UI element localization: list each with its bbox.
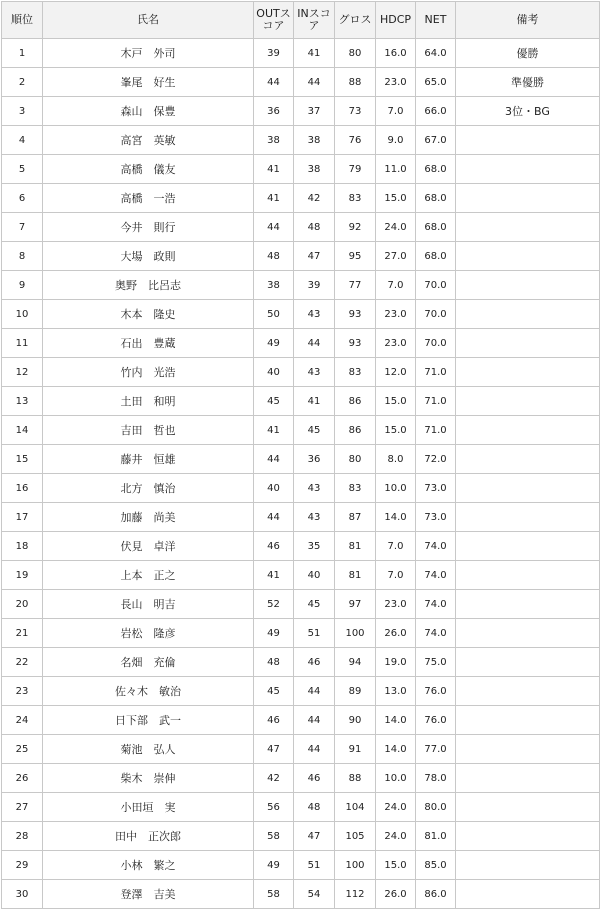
table-row <box>2 474 600 503</box>
name-cell: 加藤 尚美 <box>43 503 254 532</box>
rank-cell: 18 <box>2 532 43 561</box>
remarks-cell <box>456 851 600 880</box>
table-row <box>2 97 600 126</box>
out-score-cell: 46 <box>254 532 294 561</box>
in-score-cell: 44 <box>294 329 335 358</box>
rank-cell: 14 <box>2 416 43 445</box>
table-row <box>2 329 600 358</box>
net-cell: 86.0 <box>416 880 456 909</box>
remarks-cell: 優勝 <box>456 39 600 68</box>
remarks-cell <box>456 213 600 242</box>
hdcp-cell: 10.0 <box>376 764 416 793</box>
remarks-cell <box>456 706 600 735</box>
gross-cell: 77 <box>335 271 376 300</box>
net-cell: 72.0 <box>416 445 456 474</box>
rank-cell: 16 <box>2 474 43 503</box>
in-score-cell: 44 <box>294 735 335 764</box>
header-out-score: OUTスコア <box>254 2 294 39</box>
gross-cell: 76 <box>335 126 376 155</box>
remarks-cell <box>456 126 600 155</box>
table-row <box>2 880 600 909</box>
results-table <box>1 1 600 909</box>
rank-cell: 23 <box>2 677 43 706</box>
gross-cell: 83 <box>335 358 376 387</box>
out-score-cell: 44 <box>254 445 294 474</box>
hdcp-cell: 14.0 <box>376 503 416 532</box>
remarks-cell <box>456 358 600 387</box>
rank-cell: 17 <box>2 503 43 532</box>
in-score-cell: 47 <box>294 822 335 851</box>
results-body <box>2 39 600 909</box>
remarks-cell <box>456 387 600 416</box>
name-cell: 菊池 弘人 <box>43 735 254 764</box>
table-row <box>2 213 600 242</box>
hdcp-cell: 23.0 <box>376 68 416 97</box>
remarks-cell <box>456 155 600 184</box>
gross-cell: 83 <box>335 474 376 503</box>
out-score-cell: 41 <box>254 561 294 590</box>
header-remarks: 備考 <box>456 2 600 39</box>
out-score-cell: 49 <box>254 851 294 880</box>
out-score-cell: 41 <box>254 155 294 184</box>
hdcp-cell: 24.0 <box>376 822 416 851</box>
gross-cell: 105 <box>335 822 376 851</box>
net-cell: 74.0 <box>416 561 456 590</box>
table-row <box>2 242 600 271</box>
out-score-cell: 58 <box>254 822 294 851</box>
net-cell: 67.0 <box>416 126 456 155</box>
gross-cell: 93 <box>335 300 376 329</box>
net-cell: 76.0 <box>416 677 456 706</box>
table-row <box>2 648 600 677</box>
net-cell: 81.0 <box>416 822 456 851</box>
rank-cell: 1 <box>2 39 43 68</box>
remarks-cell <box>456 474 600 503</box>
rank-cell: 6 <box>2 184 43 213</box>
hdcp-cell: 15.0 <box>376 387 416 416</box>
gross-cell: 87 <box>335 503 376 532</box>
name-cell: 長山 明吉 <box>43 590 254 619</box>
in-score-cell: 44 <box>294 677 335 706</box>
net-cell: 70.0 <box>416 329 456 358</box>
rank-cell: 22 <box>2 648 43 677</box>
remarks-cell <box>456 561 600 590</box>
in-score-cell: 48 <box>294 213 335 242</box>
net-cell: 71.0 <box>416 387 456 416</box>
name-cell: 大場 政則 <box>43 242 254 271</box>
table-row <box>2 39 600 68</box>
hdcp-cell: 11.0 <box>376 155 416 184</box>
remarks-cell <box>456 590 600 619</box>
net-cell: 76.0 <box>416 706 456 735</box>
gross-cell: 89 <box>335 677 376 706</box>
table-row <box>2 445 600 474</box>
net-cell: 73.0 <box>416 474 456 503</box>
gross-cell: 81 <box>335 532 376 561</box>
hdcp-cell: 10.0 <box>376 474 416 503</box>
in-score-cell: 39 <box>294 271 335 300</box>
gross-cell: 90 <box>335 706 376 735</box>
in-score-cell: 36 <box>294 445 335 474</box>
net-cell: 71.0 <box>416 416 456 445</box>
table-row <box>2 300 600 329</box>
in-score-cell: 35 <box>294 532 335 561</box>
table-row <box>2 271 600 300</box>
name-cell: 石出 豊蔵 <box>43 329 254 358</box>
header-gross: グロス <box>335 2 376 39</box>
gross-cell: 73 <box>335 97 376 126</box>
net-cell: 70.0 <box>416 271 456 300</box>
table-row <box>2 387 600 416</box>
gross-cell: 93 <box>335 329 376 358</box>
remarks-cell <box>456 271 600 300</box>
rank-cell: 9 <box>2 271 43 300</box>
remarks-cell <box>456 184 600 213</box>
gross-cell: 95 <box>335 242 376 271</box>
name-cell: 田中 正次郎 <box>43 822 254 851</box>
name-cell: 土田 和明 <box>43 387 254 416</box>
table-row <box>2 851 600 880</box>
name-cell: 名畑 充倫 <box>43 648 254 677</box>
in-score-cell: 44 <box>294 68 335 97</box>
remarks-cell <box>456 880 600 909</box>
remarks-cell <box>456 300 600 329</box>
table-row <box>2 126 600 155</box>
hdcp-cell: 23.0 <box>376 590 416 619</box>
net-cell: 65.0 <box>416 68 456 97</box>
remarks-cell <box>456 793 600 822</box>
hdcp-cell: 15.0 <box>376 184 416 213</box>
rank-cell: 13 <box>2 387 43 416</box>
name-cell: 木本 隆史 <box>43 300 254 329</box>
name-cell: 登澤 吉美 <box>43 880 254 909</box>
table-row <box>2 677 600 706</box>
name-cell: 峯尾 好生 <box>43 68 254 97</box>
hdcp-cell: 16.0 <box>376 39 416 68</box>
in-score-cell: 46 <box>294 764 335 793</box>
net-cell: 74.0 <box>416 619 456 648</box>
net-cell: 73.0 <box>416 503 456 532</box>
hdcp-cell: 24.0 <box>376 213 416 242</box>
hdcp-cell: 9.0 <box>376 126 416 155</box>
gross-cell: 100 <box>335 619 376 648</box>
hdcp-cell: 14.0 <box>376 706 416 735</box>
name-cell: 木戸 外司 <box>43 39 254 68</box>
in-score-cell: 48 <box>294 793 335 822</box>
in-score-cell: 42 <box>294 184 335 213</box>
gross-cell: 104 <box>335 793 376 822</box>
net-cell: 74.0 <box>416 532 456 561</box>
name-cell: 北方 慎治 <box>43 474 254 503</box>
name-cell: 小田垣 実 <box>43 793 254 822</box>
rank-cell: 10 <box>2 300 43 329</box>
out-score-cell: 48 <box>254 648 294 677</box>
rank-cell: 29 <box>2 851 43 880</box>
out-score-cell: 36 <box>254 97 294 126</box>
net-cell: 85.0 <box>416 851 456 880</box>
table-row <box>2 735 600 764</box>
net-cell: 74.0 <box>416 590 456 619</box>
out-score-cell: 47 <box>254 735 294 764</box>
gross-cell: 97 <box>335 590 376 619</box>
in-score-cell: 45 <box>294 590 335 619</box>
out-score-cell: 44 <box>254 213 294 242</box>
name-cell: 森山 保豊 <box>43 97 254 126</box>
out-score-cell: 41 <box>254 184 294 213</box>
net-cell: 70.0 <box>416 300 456 329</box>
name-cell: 上本 正之 <box>43 561 254 590</box>
rank-cell: 21 <box>2 619 43 648</box>
header-row <box>2 2 600 39</box>
gross-cell: 88 <box>335 68 376 97</box>
table-row <box>2 184 600 213</box>
out-score-cell: 38 <box>254 271 294 300</box>
gross-cell: 94 <box>335 648 376 677</box>
header-in-score: INスコア <box>294 2 335 39</box>
table-row <box>2 764 600 793</box>
remarks-cell <box>456 619 600 648</box>
gross-cell: 100 <box>335 851 376 880</box>
hdcp-cell: 8.0 <box>376 445 416 474</box>
out-score-cell: 41 <box>254 416 294 445</box>
remarks-cell <box>456 648 600 677</box>
name-cell: 竹内 光浩 <box>43 358 254 387</box>
header-net: NET <box>416 2 456 39</box>
name-cell: 藤井 恒雄 <box>43 445 254 474</box>
in-score-cell: 54 <box>294 880 335 909</box>
hdcp-cell: 7.0 <box>376 561 416 590</box>
rank-cell: 2 <box>2 68 43 97</box>
hdcp-cell: 24.0 <box>376 793 416 822</box>
name-cell: 岩松 隆彦 <box>43 619 254 648</box>
table-row <box>2 416 600 445</box>
in-score-cell: 47 <box>294 242 335 271</box>
gross-cell: 80 <box>335 39 376 68</box>
rank-cell: 20 <box>2 590 43 619</box>
remarks-cell <box>456 242 600 271</box>
table-row <box>2 503 600 532</box>
out-score-cell: 40 <box>254 358 294 387</box>
gross-cell: 83 <box>335 184 376 213</box>
table-row <box>2 706 600 735</box>
name-cell: 吉田 哲也 <box>43 416 254 445</box>
remarks-cell: 準優勝 <box>456 68 600 97</box>
remarks-cell <box>456 445 600 474</box>
rank-cell: 26 <box>2 764 43 793</box>
gross-cell: 80 <box>335 445 376 474</box>
net-cell: 68.0 <box>416 242 456 271</box>
out-score-cell: 56 <box>254 793 294 822</box>
hdcp-cell: 26.0 <box>376 880 416 909</box>
hdcp-cell: 15.0 <box>376 416 416 445</box>
rank-cell: 5 <box>2 155 43 184</box>
hdcp-cell: 27.0 <box>376 242 416 271</box>
name-cell: 奥野 比呂志 <box>43 271 254 300</box>
net-cell: 68.0 <box>416 184 456 213</box>
table-row <box>2 532 600 561</box>
gross-cell: 112 <box>335 880 376 909</box>
net-cell: 75.0 <box>416 648 456 677</box>
rank-cell: 24 <box>2 706 43 735</box>
out-score-cell: 39 <box>254 39 294 68</box>
table-row <box>2 155 600 184</box>
in-score-cell: 44 <box>294 706 335 735</box>
remarks-cell <box>456 822 600 851</box>
rank-cell: 7 <box>2 213 43 242</box>
out-score-cell: 49 <box>254 329 294 358</box>
out-score-cell: 38 <box>254 126 294 155</box>
out-score-cell: 44 <box>254 68 294 97</box>
remarks-cell <box>456 764 600 793</box>
gross-cell: 91 <box>335 735 376 764</box>
net-cell: 78.0 <box>416 764 456 793</box>
rank-cell: 3 <box>2 97 43 126</box>
in-score-cell: 40 <box>294 561 335 590</box>
name-cell: 高宮 英敏 <box>43 126 254 155</box>
out-score-cell: 45 <box>254 677 294 706</box>
out-score-cell: 52 <box>254 590 294 619</box>
rank-cell: 11 <box>2 329 43 358</box>
in-score-cell: 38 <box>294 126 335 155</box>
hdcp-cell: 14.0 <box>376 735 416 764</box>
gross-cell: 86 <box>335 416 376 445</box>
table-row <box>2 68 600 97</box>
hdcp-cell: 12.0 <box>376 358 416 387</box>
in-score-cell: 45 <box>294 416 335 445</box>
in-score-cell: 38 <box>294 155 335 184</box>
gross-cell: 86 <box>335 387 376 416</box>
table-row <box>2 590 600 619</box>
rank-cell: 28 <box>2 822 43 851</box>
name-cell: 今井 則行 <box>43 213 254 242</box>
table-row <box>2 822 600 851</box>
name-cell: 高橋 一浩 <box>43 184 254 213</box>
rank-cell: 30 <box>2 880 43 909</box>
header-name: 氏名 <box>43 2 254 39</box>
rank-cell: 8 <box>2 242 43 271</box>
rank-cell: 4 <box>2 126 43 155</box>
gross-cell: 92 <box>335 213 376 242</box>
name-cell: 伏見 卓洋 <box>43 532 254 561</box>
hdcp-cell: 23.0 <box>376 329 416 358</box>
in-score-cell: 41 <box>294 387 335 416</box>
out-score-cell: 46 <box>254 706 294 735</box>
table-row <box>2 619 600 648</box>
in-score-cell: 43 <box>294 300 335 329</box>
out-score-cell: 42 <box>254 764 294 793</box>
net-cell: 80.0 <box>416 793 456 822</box>
remarks-cell <box>456 329 600 358</box>
header-hdcp: HDCP <box>376 2 416 39</box>
remarks-cell: 3位・BG <box>456 97 600 126</box>
gross-cell: 88 <box>335 764 376 793</box>
in-score-cell: 46 <box>294 648 335 677</box>
net-cell: 71.0 <box>416 358 456 387</box>
net-cell: 68.0 <box>416 155 456 184</box>
out-score-cell: 58 <box>254 880 294 909</box>
rank-cell: 27 <box>2 793 43 822</box>
net-cell: 77.0 <box>416 735 456 764</box>
net-cell: 64.0 <box>416 39 456 68</box>
name-cell: 日下部 武一 <box>43 706 254 735</box>
in-score-cell: 37 <box>294 97 335 126</box>
hdcp-cell: 7.0 <box>376 97 416 126</box>
in-score-cell: 43 <box>294 358 335 387</box>
in-score-cell: 51 <box>294 851 335 880</box>
hdcp-cell: 19.0 <box>376 648 416 677</box>
remarks-cell <box>456 677 600 706</box>
name-cell: 小林 繁之 <box>43 851 254 880</box>
in-score-cell: 43 <box>294 474 335 503</box>
out-score-cell: 48 <box>254 242 294 271</box>
out-score-cell: 49 <box>254 619 294 648</box>
remarks-cell <box>456 416 600 445</box>
name-cell: 佐々木 敏治 <box>43 677 254 706</box>
rank-cell: 25 <box>2 735 43 764</box>
in-score-cell: 51 <box>294 619 335 648</box>
hdcp-cell: 13.0 <box>376 677 416 706</box>
hdcp-cell: 15.0 <box>376 851 416 880</box>
table-row <box>2 358 600 387</box>
table-row <box>2 561 600 590</box>
hdcp-cell: 26.0 <box>376 619 416 648</box>
net-cell: 68.0 <box>416 213 456 242</box>
header-rank: 順位 <box>2 2 43 39</box>
hdcp-cell: 7.0 <box>376 271 416 300</box>
rank-cell: 19 <box>2 561 43 590</box>
rank-cell: 12 <box>2 358 43 387</box>
remarks-cell <box>456 532 600 561</box>
gross-cell: 81 <box>335 561 376 590</box>
table-row <box>2 793 600 822</box>
rank-cell: 15 <box>2 445 43 474</box>
out-score-cell: 44 <box>254 503 294 532</box>
remarks-cell <box>456 735 600 764</box>
name-cell: 柴木 崇伸 <box>43 764 254 793</box>
name-cell: 高橋 儀友 <box>43 155 254 184</box>
in-score-cell: 41 <box>294 39 335 68</box>
remarks-cell <box>456 503 600 532</box>
out-score-cell: 45 <box>254 387 294 416</box>
gross-cell: 79 <box>335 155 376 184</box>
in-score-cell: 43 <box>294 503 335 532</box>
hdcp-cell: 23.0 <box>376 300 416 329</box>
hdcp-cell: 7.0 <box>376 532 416 561</box>
net-cell: 66.0 <box>416 97 456 126</box>
out-score-cell: 50 <box>254 300 294 329</box>
out-score-cell: 40 <box>254 474 294 503</box>
